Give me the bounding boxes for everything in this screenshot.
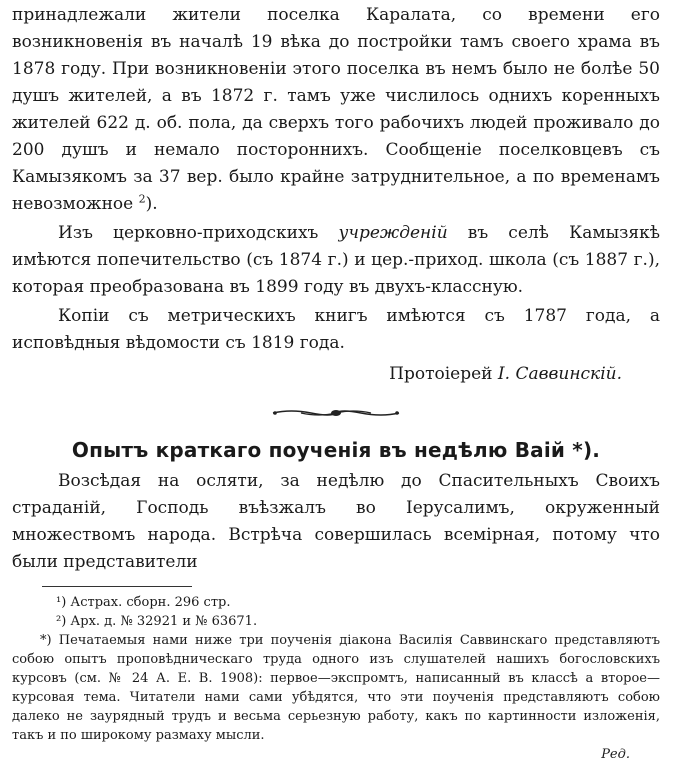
editor-signature: Ред.	[601, 747, 630, 762]
institutions-paragraph: Изъ церковно-приходскихъ учрежденій въ селѣ Камызякѣ имѣются попечительство (съ 1874 г.) и цер.-приход. школа (съ 1887 г.), которая преобразована въ 1899 году въ двухъ-классную.	[12, 223, 660, 297]
footnote-editor-signature-line	[12, 745, 660, 764]
footnote-rule	[42, 586, 192, 587]
footnote-1: ¹) Астрах. сборн. 296 стр.	[56, 595, 231, 610]
main-text	[12, 2, 660, 357]
title-footnote-mark: *).	[572, 438, 601, 462]
footnote-editor-note: *) Печатаемыя нами ниже три поученія діакона Василія Саввинскаго представляютъ собою опытъ проповѣдническаго труда одного изъ слушателей нашихъ богословскихъ курсовъ (см. № 24 А. Е. В. 1908): первое—экспромтъ, написанный въ классѣ а второе—курсовая тема. Читатели нами сами убѣдятся, что эти поученія представляютъ собою далеко не заурядный трудъ и весьма серьезную работу, какъ по картинности изложенія, такъ и по широкому размаху мысли.	[12, 633, 660, 743]
author-name: І. Саввинскій.	[497, 364, 622, 384]
article-title: Опытъ краткаго поученія въ недѣлю Ваій *).	[71, 438, 601, 462]
footnote-2: ²) Арх. д. № 32921 и № 63671.	[56, 614, 258, 629]
footnotes	[12, 593, 660, 764]
ornament-divider	[271, 406, 401, 420]
records-paragraph: Копіи съ метрическихъ книгъ имѣются съ 1787 года, а исповѣдныя вѣдомости съ 1819 года.	[12, 306, 660, 353]
italic-word: учрежденій	[338, 223, 448, 243]
footnote-ref-2: 2	[138, 192, 146, 206]
continuation-paragraph: принадлежали жители поселка Каралата, со времени его возникновенія въ началѣ 19 вѣка до постройки тамъ своего храма въ 1878 году. При возникновеніи этого поселка въ немъ было не болѣе 50 душъ жителей, а въ 1872 г. тамъ уже числилось однихъ коренныхъ жителей 622 д. об. пола, да сверхъ того рабочихъ людей проживало до 200 душъ и немало постороннихъ. Сообщеніе поселковцевъ съ Камызякомъ за 37 вер. было крайне затруднительное, а по временамъ невозможное $^2$).	[12, 5, 660, 214]
article-text	[12, 468, 660, 576]
article-paragraph: Возсѣдая на осляти, за недѣлю до Спасительныхъ Своихъ страданій, Господь въѣзжалъ во Іерусалимъ, окруженный множествомъ народа. Встрѣча совершилась всемірная, потому что были представители	[12, 471, 660, 572]
author-signature: Протоіерей І. Саввинскій.	[389, 364, 622, 384]
